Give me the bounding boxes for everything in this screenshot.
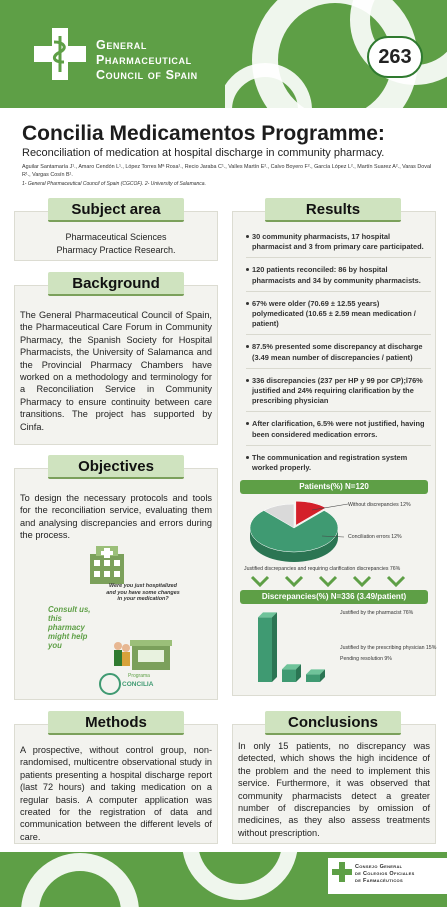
- poster-title: Concilia Medicamentos Programme:: [22, 122, 385, 145]
- footer-org-line3: de Farmacéuticos: [355, 878, 403, 884]
- bar: [258, 612, 277, 682]
- pharmacy-cross-logo-icon: [32, 26, 88, 82]
- poster-subtitle: Reconciliation of medication at hospital discharge in community pharmacy.: [22, 147, 385, 159]
- discrepancies-bar-chart: [252, 606, 332, 686]
- results-item: 30 community pharmacists, 17 hospital pharmacist and 3 from primary care participated.: [246, 232, 431, 258]
- footer-decorative-curves: [0, 852, 330, 907]
- bar: [306, 669, 325, 682]
- bar-label-pharmacist: Justified by the pharmacist 76%: [340, 610, 414, 616]
- footer-org-line1: Consejo General: [355, 864, 403, 870]
- poster-number-badge: 263: [367, 36, 423, 78]
- results-item: 87.5% presented some discrepancy at discharge (3.49 mean number of discrepancies / patient): [246, 342, 431, 368]
- results-item: 120 patients reconciled: 86 by hospital pharmacists and 34 by community pharmacists.: [246, 265, 431, 291]
- org-name-line2: Pharmaceutical: [96, 53, 192, 67]
- org-name-line3: Council of Spain: [96, 68, 198, 82]
- pie-label-conciliation-errors: Conciliation errors 12%: [348, 534, 402, 540]
- results-item: 67% were older (70.69 ± 12.55 years) polymedicated (10.65 ± 2.59 mean medication / patient): [246, 299, 431, 336]
- results-heading: Results: [265, 198, 401, 222]
- footer-cross-logo-icon: [332, 862, 352, 882]
- results-item: After clarification, 6.5% were not justified, having been considered medication errors.: [246, 419, 431, 445]
- methods-text: A prospective, without control group, non-randomised, multicentre observational study in patients presenting a hospital discharge report (last 72 hours) and taking medication on a regular basis. A computer application was created for the registration of data and communication between the different levels of care.: [20, 745, 212, 842]
- subject-area-line2: Pharmacy Practice Research.: [56, 245, 176, 255]
- illustration-brand-small: Programa: [128, 673, 150, 679]
- subject-area-line1: Pharmaceutical Sciences: [65, 232, 167, 242]
- results-item: 336 discrepancies (237 per HP y 99 por CP);l76% justified and 24% requiring clarification by the prescribing physician: [246, 376, 431, 413]
- chevron-row-icon: [246, 574, 426, 588]
- authors-list: Aguilar Santamaría J¹., Amaro Cendón L¹., López Torres Mª Rosa¹., Recio Jaraba C¹., Valles Martín E²., Calvo Boyero F²., García López L²., Martín Suarez A²., Varas Doval R¹., Vargas Cosín B¹.: [22, 164, 432, 178]
- background-heading: Background: [48, 272, 184, 296]
- results-item: The communication and registration system worked properly.: [246, 453, 431, 478]
- affiliation: 1- General Pharmaceutical Council of Spain (CGCOF). 2- University of Salamanca.: [22, 181, 206, 187]
- conclusions-text: In only 15 patients, no discrepancy was detected, which shows the high incidence of the problem and the need to implement this service. Furthermore, it was observed that community pharmacists detect a greater number of discrepancies by omission of medicines, as they also assess treatments without prescription.: [238, 741, 430, 838]
- methods-heading: Methods: [48, 711, 184, 735]
- illustration-bubble1: Were you just hospitalized and you have some changes in your medication?: [106, 583, 180, 602]
- subject-area-heading: Subject area: [48, 198, 184, 222]
- illustration-bubble2: Consult us, this pharmacy might help you: [48, 605, 91, 650]
- illustration-brand: CONCILIA: [122, 681, 154, 688]
- org-name-line1: General: [96, 38, 147, 52]
- objectives-heading: Objectives: [48, 455, 184, 479]
- pie-label-justified: Justified discrepancies and requiring clarification discrepancies 76%: [244, 566, 401, 572]
- bar-chart-title: Discrepancies(%) N=336 (3.49/patient): [240, 590, 428, 604]
- conclusions-heading: Conclusions: [265, 711, 401, 735]
- objectives-text: To design the necessary protocols and tools for the reconciliation service, evaluating them and analysing discrepancies and errors during the process.: [20, 493, 212, 541]
- footer-org-line2: de Colegios Oficiales: [355, 871, 415, 877]
- footer-org-name: [355, 864, 415, 885]
- bar-label-pending: Pending resolution 9%: [340, 656, 392, 662]
- results-list: [246, 232, 431, 485]
- background-text: The General Pharmaceutical Council of Spain, the Pharmaceutical Care Forum in Community Pharmacy, the Spanish Society for Hospital Pharmacists, the University of Salamanca and the Provincial Pharmacy Chambers have worked on a methodology and terminology for a Reconciliation Service in Community Pharmacy to ensure continuity between care transitions. The project has supported by Cinfa.: [20, 310, 212, 432]
- org-name: [96, 38, 256, 83]
- bar: [282, 664, 301, 682]
- pie-chart-title: Patients(%) N=120: [240, 480, 428, 494]
- pie-label-without-discrepancies: Without discrepancies 12%: [348, 502, 411, 508]
- bar-label-physician: Justified by the prescribing physician 15%: [340, 645, 437, 651]
